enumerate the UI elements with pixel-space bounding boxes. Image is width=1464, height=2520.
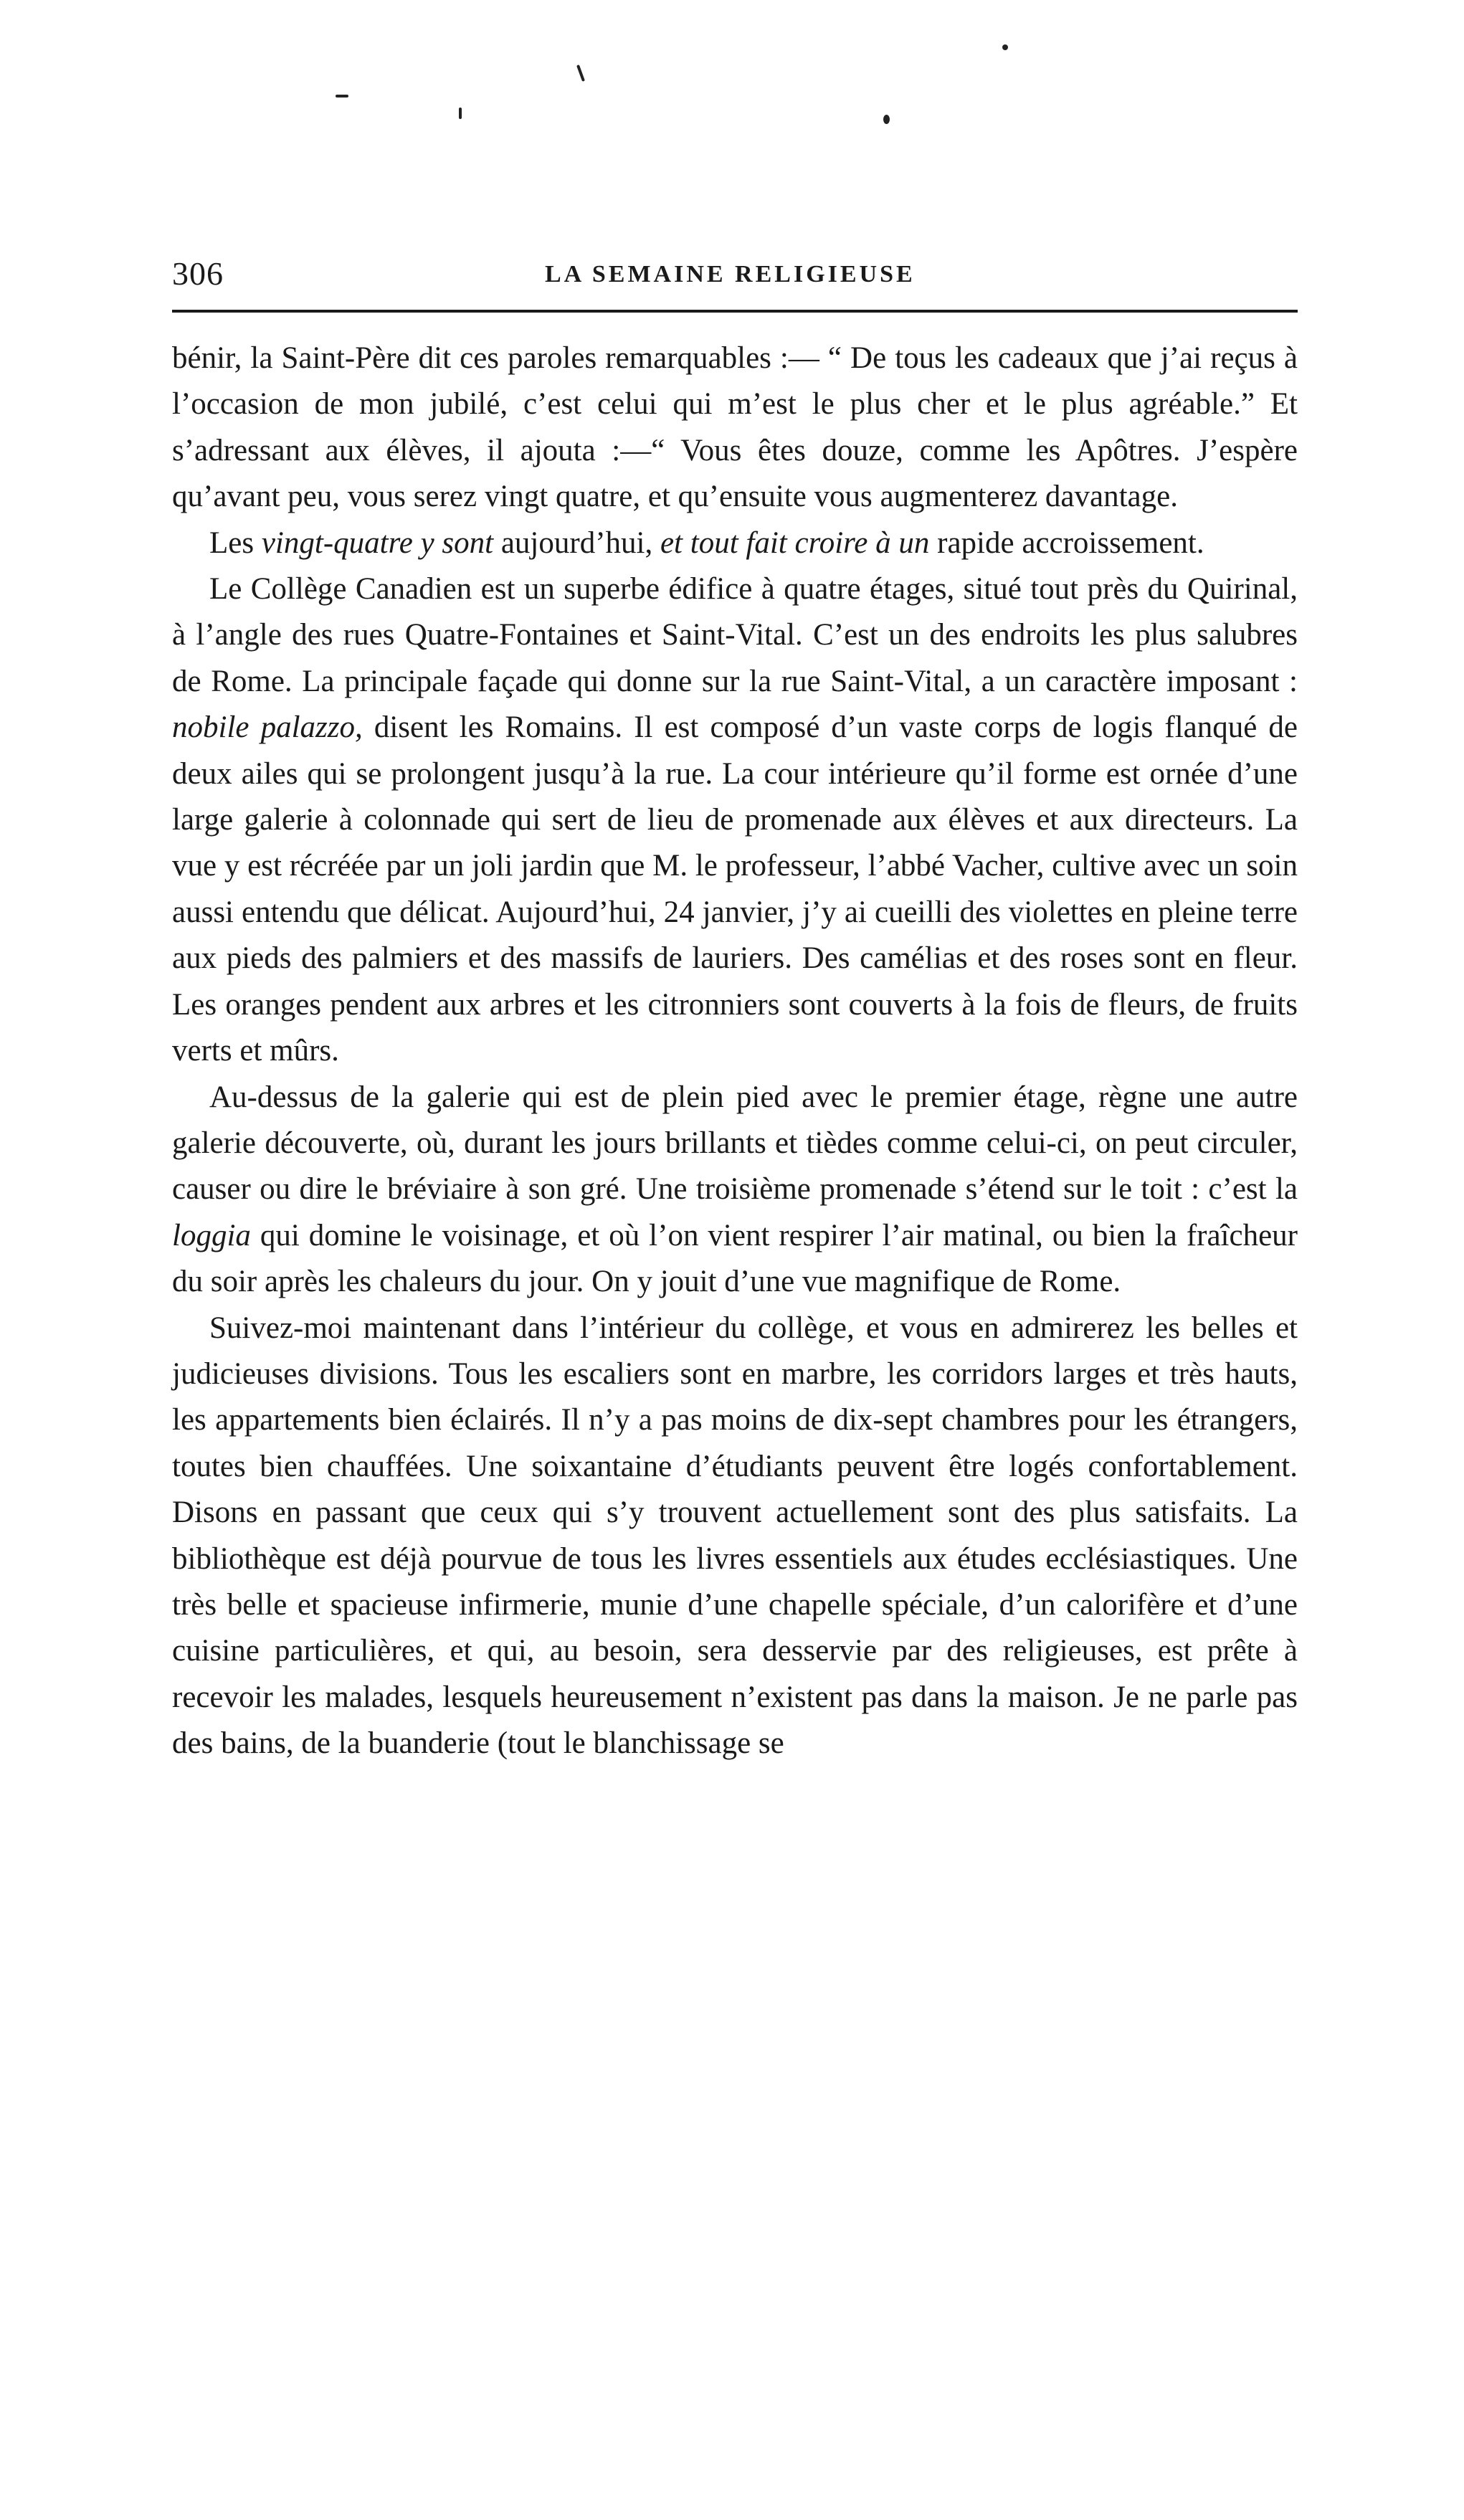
paragraph [172,1075,1298,1306]
paragraph [172,566,1298,1074]
paragraph-text: Au-dessus de la galerie qui est de plein pied avec le premier étage, règne une autre galerie découverte, où, durant les jours brillants et tièdes comme celui-ci, on peut circuler, causer ou dire le bréviaire à son gré. Une troisième promenade s’étend sur le toit : c’est la [172,1080,1298,1207]
paragraph-text: disent les Romains. Il est composé d’un vaste corps de logis flanqué de deux ailes qui se prolongent jusqu’à la rue. La cour intérieure qu’il forme est ornée d’une large galerie à colonnade qui sert de lieu de promenade aux élèves et aux directeurs. La vue y est récréée par un joli jardin que M. le professeur, l’abbé Vacher, cultive avec un soin aussi entendu que délicat. Aujourd’hui, 24 janvier, j’y ai cueilli des violettes en pleine terre aux pieds des palmiers et des massifs de lauriers. Des camélias et des roses sont en fleur. Les oranges pendent aux arbres et les citronniers sont couverts à la fois de fleurs, de fruits verts et mûrs. [172,710,1298,1068]
paragraph-text: qui domine le voisinage, et où l’on vient respirer l’air matinal, ou bien la fraîcheur du soir après les chaleurs du jour. On y jouit d’une vue magnifique de Rome. [172,1218,1298,1299]
page-header [172,252,1298,303]
paragraph [172,520,1298,566]
paragraph-text: Les [209,526,262,560]
page-number: 306 [172,255,224,292]
paragraph-text: rapide accroissement. [929,526,1204,560]
paragraph-text: aujourd’hui, [493,526,660,560]
italic-text: loggia [172,1218,251,1252]
paragraph-text: Le Collège Canadien est un superbe édifice à quatre étages, situé tout près du Quirinal, à l’angle des rues Quatre-Fontaines et Saint-Vital. C’est un des endroits les plus salubres de Rome. La principale façade qui donne sur la rue Saint-Vital, a un caractère imposant : [172,572,1298,698]
scan-speck [336,95,348,98]
italic-text: vingt-quatre y sont [261,526,494,560]
paragraph [172,1306,1298,1767]
scan-speck [1002,44,1008,50]
scan-speck [883,115,890,124]
running-title: LA SEMAINE RELIGIEUSE [545,261,916,287]
paragraph [172,336,1298,520]
italic-text: et tout fait croire à un [660,526,930,560]
paragraph-text: bénir, la Saint-Père dit ces paroles remarquables :— “ De tous les cadeaux que j’ai reçus à l’occasion de mon jubilé, c’est celui qui m’est le plus cher et le plus agréable.” Et s’adressant aux élèves, il ajouta :—“ Vous êtes douze, comme les Apôtres. J’espère qu’avant peu, vous serez vingt quatre, et qu’ensuite vous augmenterez davantage. [172,341,1298,514]
scan-speck [459,108,462,119]
header-rule [172,310,1298,313]
body-text [172,336,1298,1767]
paragraph-text: Suivez-moi maintenant dans l’intérieur du collège, et vous en admirerez les belles et judicieuses divisions. Tous les escaliers sont en marbre, les corridors larges et très hauts, les appartements bien éclairés. Il n’y a pas moins de dix-sept chambres pour les étrangers, toutes bien chauffées. Une soixantaine d’étudiants peuvent être logés confortablement. Disons en passant que ceux qui s’y trouvent actuellement sont des plus satisfaits. La bibliothèque est déjà pourvue de tous les livres essentiels aux études ecclésiastiques. Une très belle et spacieuse infirmerie, munie d’une chapelle spéciale, d’un calorifère et d’une cuisine particulières, et qui, au besoin, sera desservie par des religieuses, est prête à recevoir les malades, lesquels heureusement n’existent pas dans la maison. Je ne parle pas des bains, de la buanderie (tout le blanchissage se [172,1311,1298,1761]
scan-speck [576,65,585,82]
italic-text: nobile palazzo, [172,710,363,745]
